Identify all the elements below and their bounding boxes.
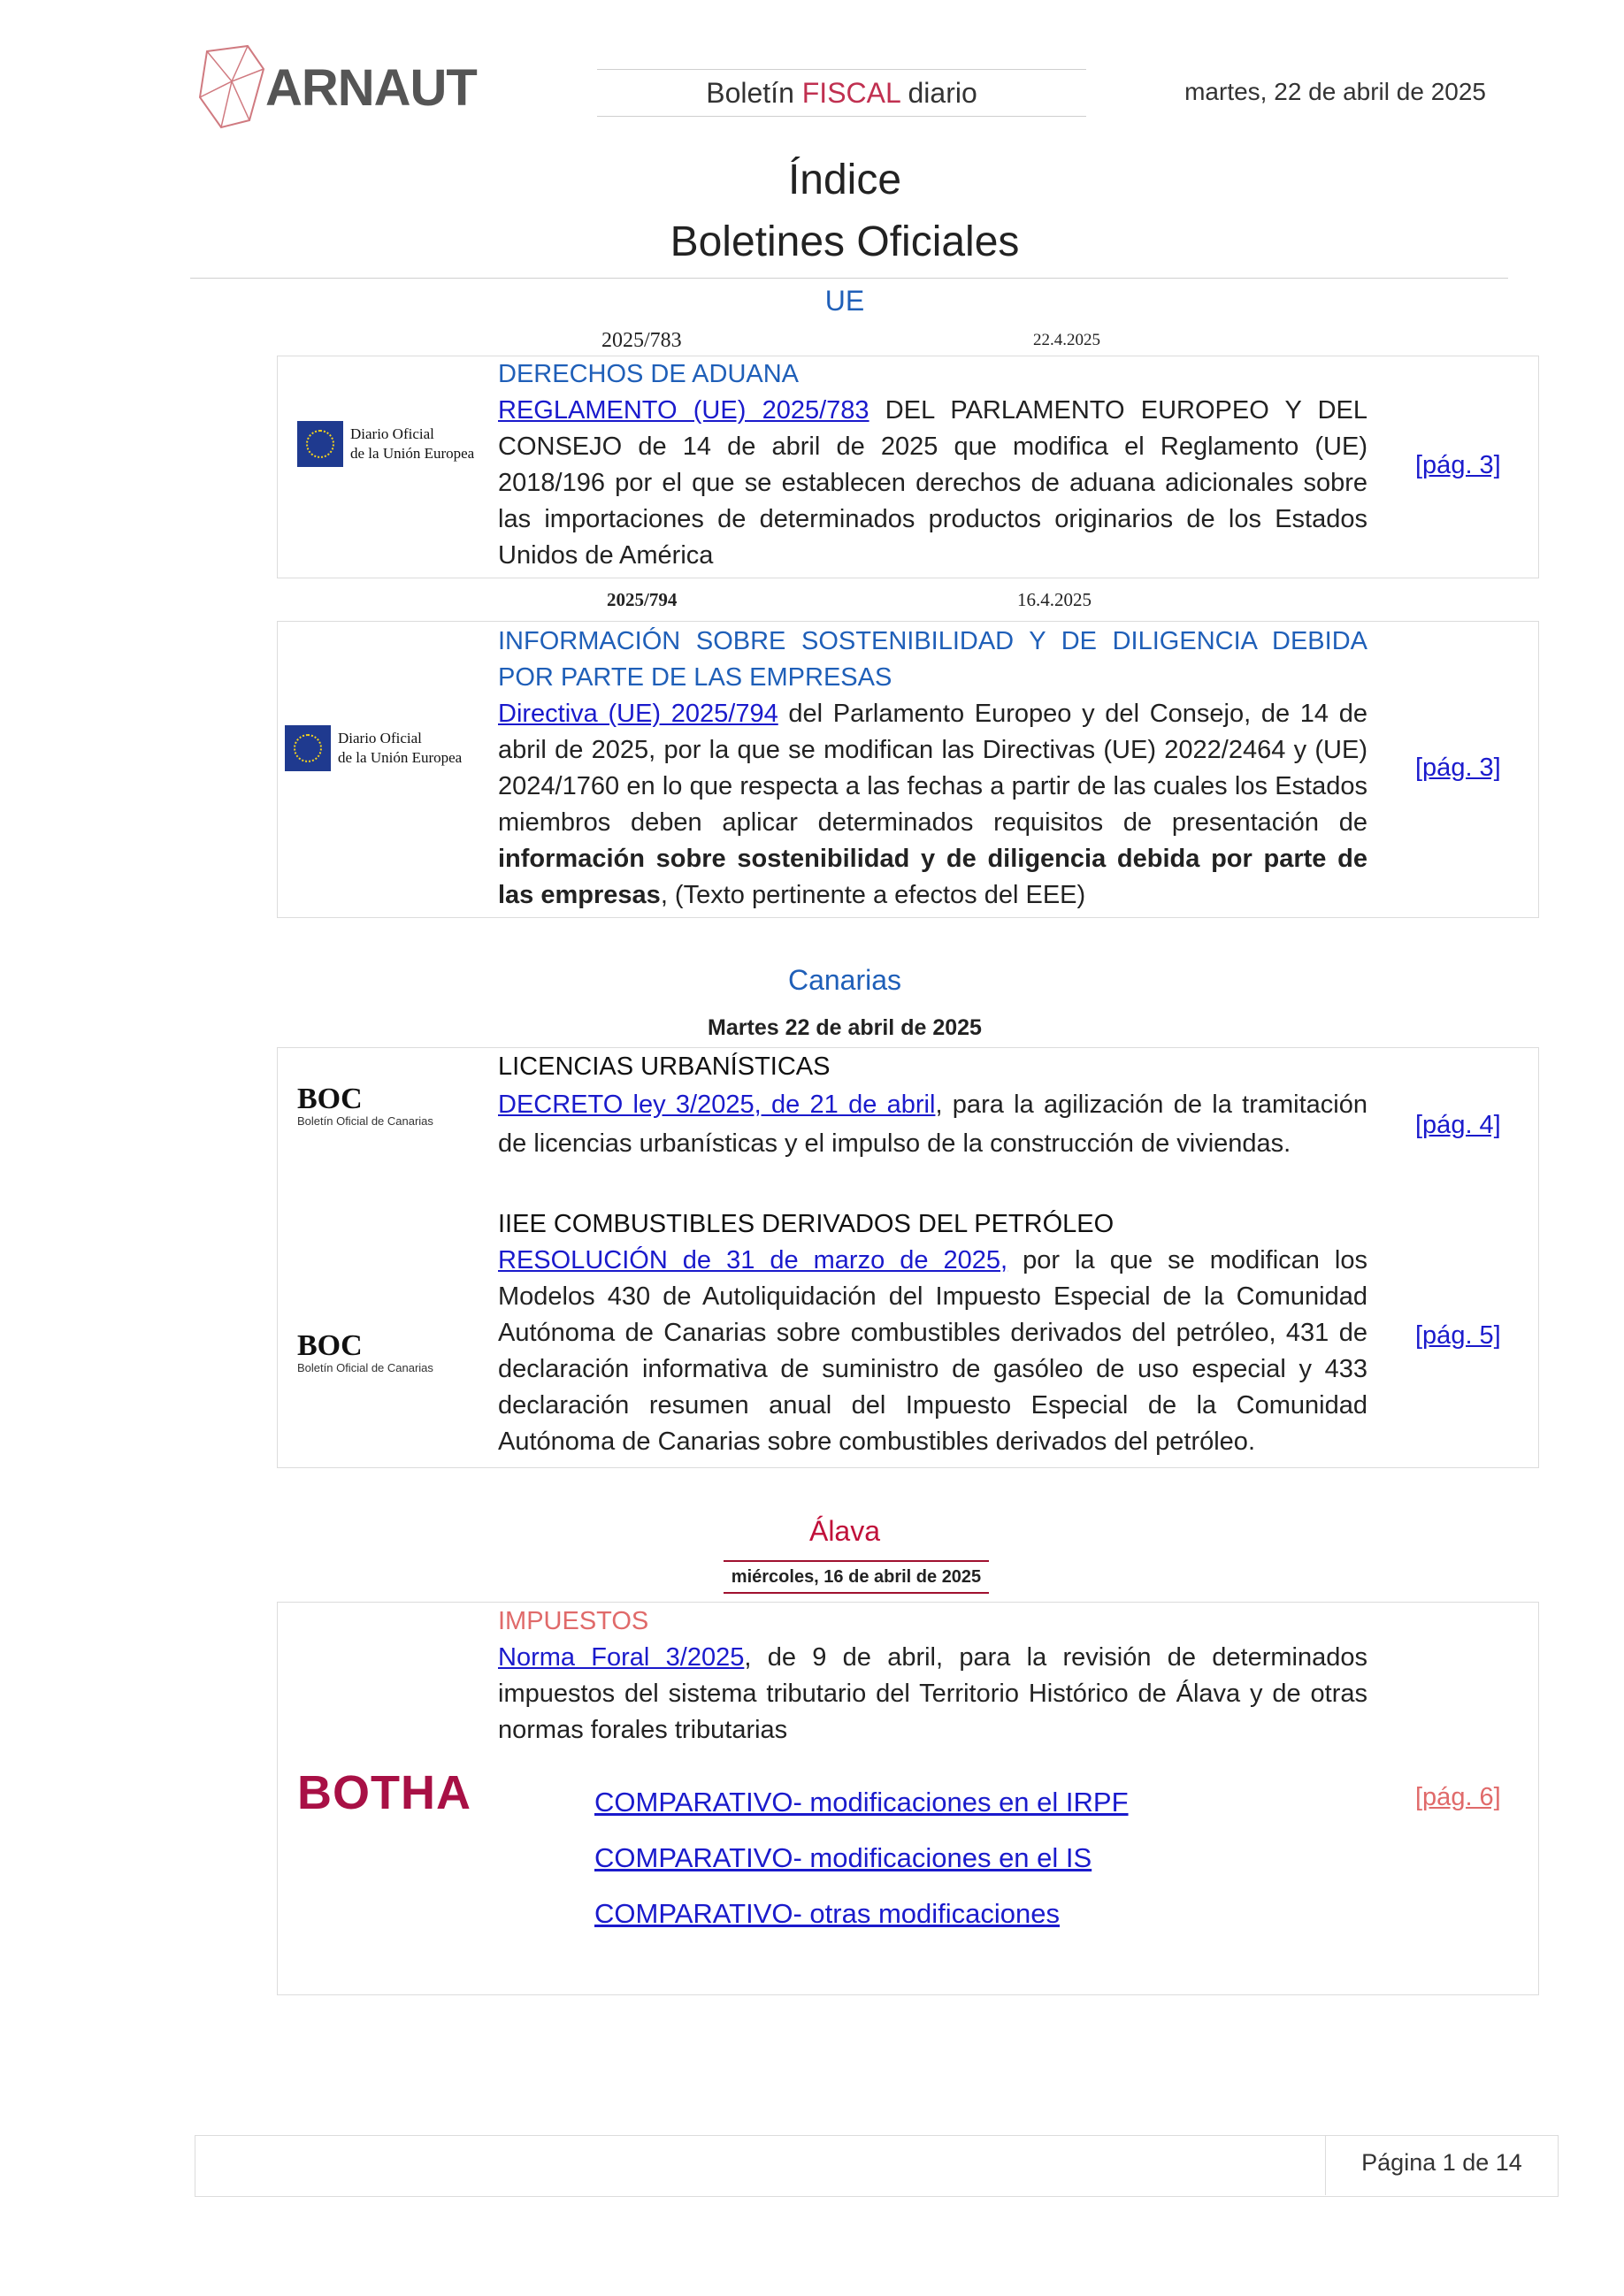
logo-wordmark: ARNAUT [265,59,477,117]
section-title-alava: Álava [808,1515,881,1547]
date-banner: Martes 22 de abril de 2025 [708,1015,982,1040]
eu-journal-logo [285,725,462,771]
entry-heading: IIEE COMBUSTIBLES DERIVADOS DEL PETRÓLEO [498,1210,1115,1238]
bulletin-prefix: Boletín [706,77,802,109]
entry-content [498,1603,1367,1749]
footer-divider [1325,2135,1326,2195]
entry-link[interactable]: RESOLUCIÓN de 31 de marzo de 2025, [498,1246,1008,1274]
botha-logo: BOTHA [297,1766,471,1819]
ref-number: 2025/794 [607,589,678,610]
entry-text [498,393,1367,574]
date-banner-rule-bottom [724,1592,989,1594]
entry-content [498,356,1367,574]
entry-content [498,1049,1367,1163]
header-date: martes, 22 de abril de 2025 [1184,78,1486,105]
page-link[interactable]: [pág. 6] [1415,1783,1501,1811]
comparative-link-irpf[interactable]: COMPARATIVO- modificaciones en el IRPF [594,1787,1129,1818]
comparative-link-is[interactable]: COMPARATIVO- modificaciones en el IS [594,1842,1092,1873]
eu-journal-logo [297,421,474,467]
page-link[interactable]: [pág. 3] [1415,754,1501,782]
page-link[interactable]: [pág. 4] [1415,1111,1501,1139]
entry-content [498,1206,1367,1460]
boc-logo-text: BOC [297,1083,363,1115]
entry-link[interactable]: Norma Foral 3/2025 [498,1643,745,1672]
entry-heading: DERECHOS DE ADUANA [498,360,800,388]
bulletin-highlight: FISCAL [801,77,900,109]
logo-line-2: de la Unión Europea [338,749,463,766]
title-divider [190,278,1508,279]
entry-link[interactable]: REGLAMENTO (UE) 2025/783 [498,396,869,425]
section-title-ue: UE [824,285,865,317]
eu-flag-icon [297,421,343,467]
entry-heading: IMPUESTOS [498,1607,649,1635]
boc-logo-subtext: Boletín Oficial de Canarias [297,1114,433,1128]
date-banner-rule-top [724,1560,989,1562]
entry-content [498,624,1367,914]
entry-description-end: , (Texto pertinente a efectos del EEE) [660,881,1086,909]
arnaut-logo-icon [196,42,267,131]
entry-text [498,1085,1367,1163]
page-link[interactable]: [pág. 5] [1415,1321,1501,1350]
ref-date: 22.4.2025 [1033,331,1100,349]
comparatives-list [594,1787,1129,1954]
entry-bold-text: información sobre sostenibilidad y de diligencia debida por parte de las empresas [498,845,1367,909]
logo-line-1: Diario Oficial [350,425,434,442]
eu-flag-icon [285,725,331,771]
logo-line-2: de la Unión Europea [350,445,475,462]
page-link[interactable]: [pág. 3] [1415,451,1501,479]
ref-date: 16.4.2025 [1017,589,1092,610]
entry-link[interactable]: DECRETO ley 3/2025, de 21 de abril [498,1091,936,1119]
entry-text [498,696,1367,914]
entry-description: , de 9 de abril, para la revisión de determinados impuestos del sistema tributario del Territorio Histórico de Álava y de otras normas forales tributarias [498,1643,1367,1744]
boc-logo [297,1331,433,1374]
entry-description: por la que se modifican los Modelos 430 de Autoliquidación del Impuesto Especial de la Comunidad Autónoma de Canarias sobre combustibles derivados del petróleo, 431 de declaración informativa de suministro de gasóleo de uso especial y 433 declaración resumen anual del Impuesto Especial de la Comunidad Autónoma de Canarias sobre combustibles derivados del petróleo. [498,1246,1367,1456]
boc-logo-text: BOC [297,1329,363,1362]
index-subtitle: Boletines Oficiales [670,218,1020,265]
boc-logo [297,1084,433,1128]
entry-text [498,1243,1367,1460]
ref-number: 2025/783 [601,329,682,352]
entry-heading: INFORMACIÓN SOBRE SOSTENIBILIDAD Y DE DILIGENCIA DEBIDA POR PARTE DE LAS EMPRESAS [498,627,1367,692]
page-number: Página 1 de 14 [1361,2149,1522,2176]
bulletin-title [597,69,1086,117]
section-title-canarias: Canarias [787,964,902,996]
index-title: Índice [787,157,902,203]
logo-line-1: Diario Oficial [338,730,422,746]
entry-text [498,1640,1367,1749]
entry-heading: LICENCIAS URBANÍSTICAS [498,1052,831,1081]
boc-logo-subtext: Boletín Oficial de Canarias [297,1361,433,1374]
entry-description: , para la agilización de la tramitación de licencias urbanísticas y el impulso de la construcción de viviendas. [498,1091,1367,1158]
comparative-link-other[interactable]: COMPARATIVO- otras modificaciones [594,1898,1060,1929]
bulletin-suffix: diario [900,77,977,109]
entry-description: DEL PARLAMENTO EUROPEO Y DEL CONSEJO de 14 de abril de 2025 que modifica el Reglamento (UE) 2018/196 por el que se establecen derechos de aduana adicionales sobre las importaciones de determinados productos originarios de los Estados Unidos de América [498,396,1367,570]
entry-description: del Parlamento Europeo y del Consejo, de 14 de abril de 2025, por la que se modifican las Directivas (UE) 2022/2464 y (UE) 2024/1760 en lo que respecta a las fechas a partir de las cuales los Estados miembros deben aplicar determinados requisitos de presentación de [498,700,1367,837]
entry-link[interactable]: Directiva (UE) 2025/794 [498,700,778,728]
date-banner: miércoles, 16 de abril de 2025 [731,1567,982,1587]
